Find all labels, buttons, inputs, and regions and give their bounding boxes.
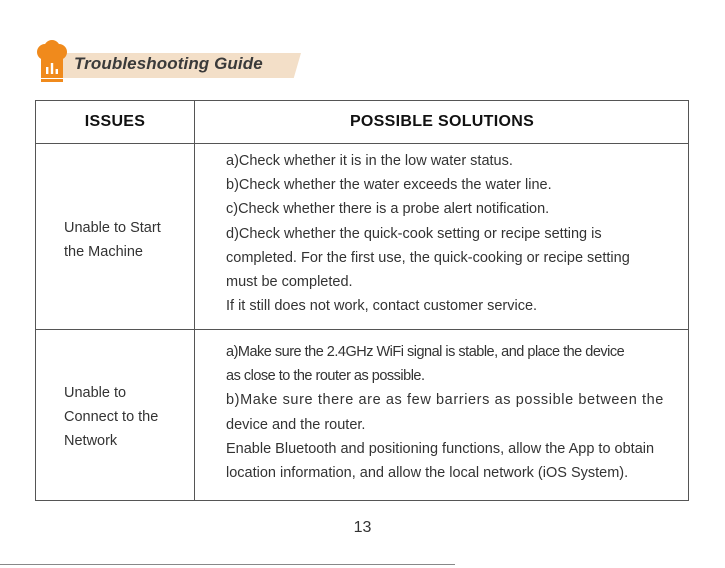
section-title: Troubleshooting Guide: [74, 54, 263, 73]
issue-cell: [64, 216, 189, 264]
issue-line: Network: [64, 433, 118, 449]
chef-hat-icon: [34, 40, 70, 84]
footer-rule: [0, 564, 455, 565]
issue-cell: [64, 381, 189, 453]
troubleshooting-table: [35, 100, 689, 501]
solution-line: completed. For the first use, the quick-cooking or recipe setting: [226, 249, 630, 266]
solution-line: a)Make sure the 2.4GHz WiFi signal is stable, and place the device: [226, 344, 625, 360]
solution-line: device and the router.: [226, 416, 366, 433]
issue-line: Connect to the: [64, 409, 159, 425]
solution-line: d)Check whether the quick-cook setting or recipe setting is: [226, 225, 602, 242]
solution-line: Enable Bluetooth and positioning functions, allow the App to obtain: [226, 440, 655, 457]
solution-line: must be completed.: [226, 274, 353, 291]
column-divider: [194, 101, 195, 500]
row-divider: [36, 329, 688, 330]
issue-line: the Machine: [64, 244, 143, 260]
column-header-solutions: POSSIBLE SOLUTIONS: [349, 113, 535, 130]
solutions-cell: [226, 340, 666, 485]
issue-line: Unable to Start: [64, 220, 161, 236]
page-number: 13: [353, 519, 372, 536]
column-header-issues: ISSUES: [84, 113, 146, 130]
solution-line: location information, and allow the local network (iOS System).: [226, 465, 629, 482]
solution-line: as close to the router as possible.: [226, 368, 425, 385]
solution-line: c)Check whether there is a probe alert notification.: [226, 201, 550, 218]
solutions-cell: [226, 149, 666, 318]
header-divider: [36, 143, 688, 144]
solution-line: a)Check whether it is in the low water status.: [226, 153, 513, 169]
issue-line: Unable to: [64, 385, 127, 401]
solution-line: b)Make sure there are as few barriers as possible between the: [226, 392, 664, 409]
section-header: [34, 40, 274, 84]
solution-line: b)Check whether the water exceeds the water line.: [226, 177, 552, 194]
solution-line: If it still does not work, contact customer service.: [226, 298, 538, 315]
